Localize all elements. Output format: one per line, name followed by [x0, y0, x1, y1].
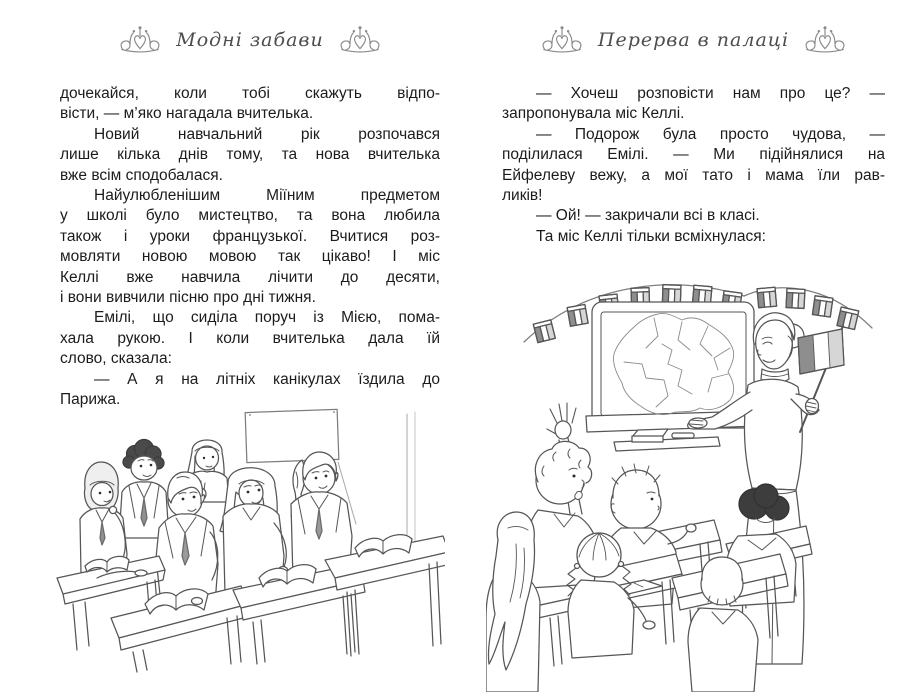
french-flag	[798, 326, 844, 432]
tiara-icon	[338, 24, 382, 56]
text-line: ликів!	[502, 187, 543, 205]
student-curly-boy	[119, 440, 169, 539]
left-text-column	[60, 84, 440, 411]
text-line: Парижа.	[60, 391, 121, 409]
text-line: запропонувала міс Келлі.	[502, 105, 685, 123]
text-line: — Хочеш розповісти нам про це? —	[536, 85, 885, 102]
text-line: — Ой! — закричали всі в класі.	[536, 207, 760, 225]
left-illustration-classroom	[55, 406, 445, 674]
left-chapter-title: Модні забави	[176, 29, 324, 51]
text-line: Ейфелеву вежу, а мої тато і мама їли рав-	[502, 166, 885, 184]
text-line: слово, сказала:	[60, 350, 172, 368]
text-line: лише кілька днів тому, та нова вчителька	[60, 146, 440, 164]
text-line: Келлі вже навчила лічити до десяти,	[60, 268, 440, 286]
right-illustration-classroom	[486, 252, 890, 692]
text-line: Найулюбленішим Міїним предметом	[94, 187, 440, 205]
text-line: і вони вивчили пісню про дні тижня.	[60, 289, 316, 307]
students-at-desks-drawing	[55, 406, 445, 674]
tiara-icon	[118, 24, 162, 56]
text-line: Та міс Келлі тільки всміхнулася:	[536, 227, 766, 245]
desk-front-left	[111, 586, 251, 672]
text-line: — А я на літніх канікулах їздила до	[94, 370, 440, 388]
tiara-icon	[540, 24, 584, 56]
text-line: поділилася Емілі. — Ми підійнялися на	[502, 146, 885, 164]
right-text-column	[502, 84, 885, 247]
left-page-header	[60, 18, 440, 62]
text-line: також і уроки французької. Вчитися роз-	[60, 227, 440, 245]
text-line: Новий навчальний рік розпочався	[94, 125, 440, 143]
tiara-icon	[803, 24, 847, 56]
teacher-france-map-drawing	[486, 252, 890, 692]
text-line: дочекайся, коли тобі скажуть відпо-	[60, 85, 440, 102]
chalk-ledge	[614, 429, 720, 451]
pupil-ponytail-girl	[486, 512, 540, 692]
text-line: у школі було мистецтво, та вона любила	[60, 207, 440, 225]
text-line: вісти, — м’яко нагадала вчителька.	[60, 105, 314, 123]
text-line: хала рукою. І коли вчителька дала їй	[60, 329, 440, 347]
right-chapter-title: Перерва в палаці	[597, 29, 790, 51]
right-page-header	[502, 18, 885, 62]
text-line: мовляти новою мовою так цікаво! І міс	[60, 248, 440, 266]
text-line: Емілі, що сиділа поруч із Мією, пома-	[94, 309, 440, 327]
text-line: вже всім сподобалася.	[60, 166, 223, 184]
france-map-board	[586, 302, 759, 451]
text-line: — Подорож була просто чудова, —	[536, 125, 885, 143]
